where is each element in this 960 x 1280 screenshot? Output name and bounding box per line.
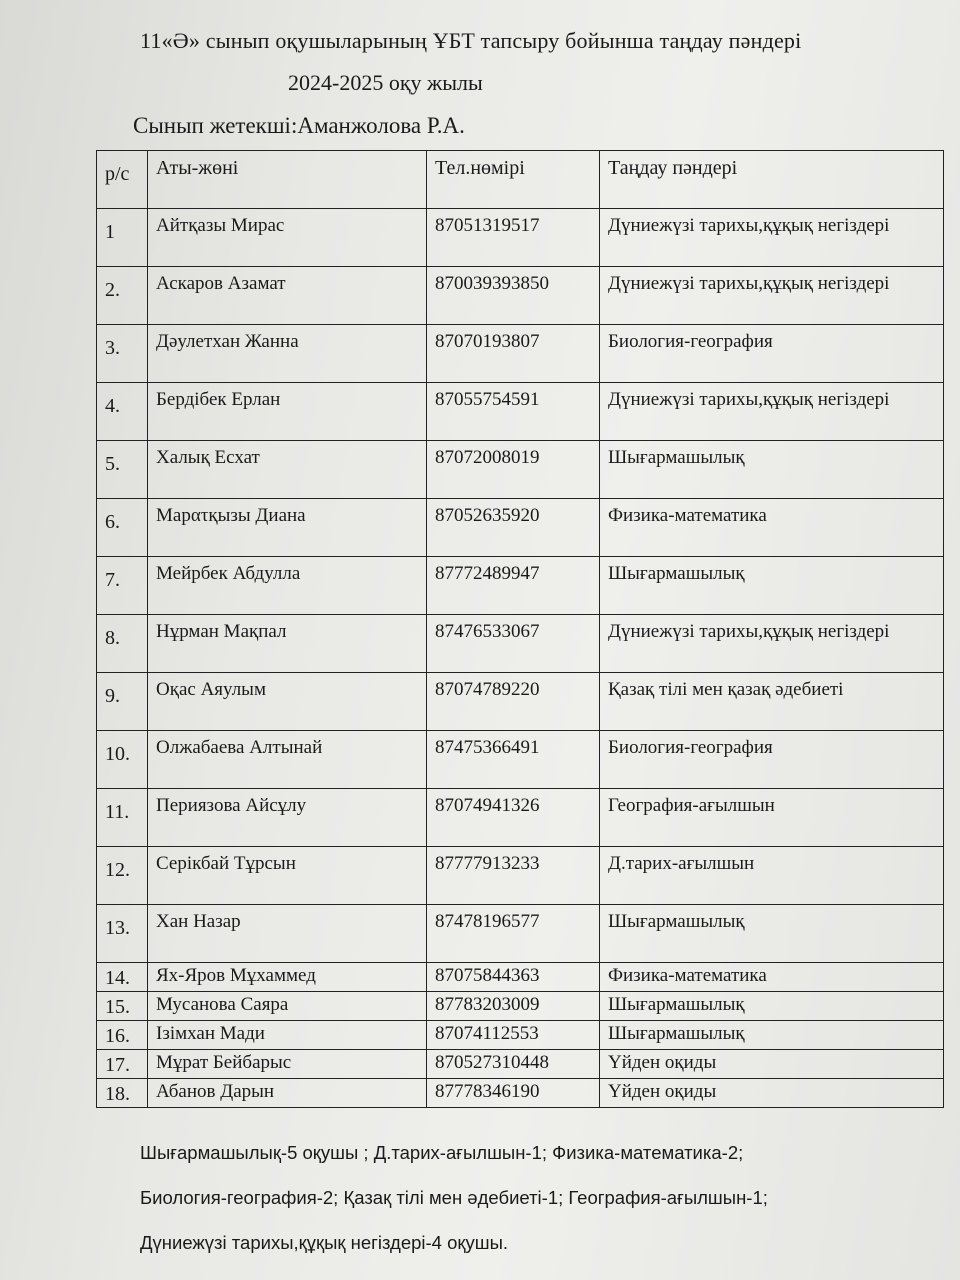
row-number: 6.	[97, 499, 148, 557]
phone-number: 87778346190	[427, 1079, 600, 1108]
phone-number: 870527310448	[427, 1050, 600, 1079]
phone-number: 87052635920	[427, 499, 600, 557]
row-number: 15.	[97, 992, 148, 1021]
chosen-subjects: Дүниежүзі тарихы,құқық негіздері	[600, 383, 944, 441]
chosen-subjects: Д.тарих-ағылшын	[600, 847, 944, 905]
student-name: Марατқызы Диана	[148, 499, 427, 557]
phone-number: 87072008019	[427, 441, 600, 499]
chosen-subjects: Дүниежүзі тарихы,құқық негіздері	[600, 267, 944, 325]
table-row	[97, 963, 944, 992]
table-row	[97, 557, 944, 615]
table-header-row	[97, 151, 944, 209]
phone-number: 87777913233	[427, 847, 600, 905]
student-name: Аскаров Азамат	[148, 267, 427, 325]
column-header-number: р/с	[97, 151, 148, 209]
phone-number: 87055754591	[427, 383, 600, 441]
chosen-subjects: Шығармашылық	[600, 992, 944, 1021]
phone-number: 87772489947	[427, 557, 600, 615]
class-teacher: Сынып жетекші:Аманжолова Р.А.	[133, 113, 465, 138]
table-row	[97, 209, 944, 267]
chosen-subjects: Биология-география	[600, 731, 944, 789]
chosen-subjects: Үйден оқиды	[600, 1050, 944, 1079]
row-number: 11.	[97, 789, 148, 847]
phone-number: 87475366491	[427, 731, 600, 789]
table-row	[97, 789, 944, 847]
table-row	[97, 383, 944, 441]
chosen-subjects: Үйден оқиды	[600, 1079, 944, 1108]
student-name: Хан Назар	[148, 905, 427, 963]
row-number: 7.	[97, 557, 148, 615]
phone-number: 87070193807	[427, 325, 600, 383]
student-name: Дәулетхан Жанна	[148, 325, 427, 383]
phone-number: 87074789220	[427, 673, 600, 731]
table-row	[97, 992, 944, 1021]
row-number: 8.	[97, 615, 148, 673]
table-row	[97, 267, 944, 325]
summary-line: Дүниежүзі тарихы,құқық негіздері-4 оқушы.	[140, 1232, 509, 1253]
student-name: Бердібек Ерлан	[148, 383, 427, 441]
phone-number: 870039393850	[427, 267, 600, 325]
student-name: Мейрбек Абдулла	[148, 557, 427, 615]
table-row	[97, 905, 944, 963]
row-number: 16.	[97, 1021, 148, 1050]
column-header-phone: Тел.нөмірі	[427, 151, 600, 209]
student-name: Халық Есхат	[148, 441, 427, 499]
chosen-subjects: Биология-география	[600, 325, 944, 383]
chosen-subjects: Шығармашылық	[600, 905, 944, 963]
row-number: 14.	[97, 963, 148, 992]
chosen-subjects: Шығармашылық	[600, 1021, 944, 1050]
summary	[140, 1130, 920, 1265]
phone-number: 87074941326	[427, 789, 600, 847]
summary-line: Шығармашылық-5 оқушы ; Д.тарих-ағылшын-1; Физика-математика-2;	[140, 1142, 744, 1163]
row-number: 17.	[97, 1050, 148, 1079]
student-name: Олжабаева Алтынай	[148, 731, 427, 789]
chosen-subjects: Шығармашылық	[600, 557, 944, 615]
student-name: Ізімхан Мади	[148, 1021, 427, 1050]
table-row	[97, 1050, 944, 1079]
phone-number: 87783203009	[427, 992, 600, 1021]
student-name: Периязова Айсұлу	[148, 789, 427, 847]
phone-number: 87074112553	[427, 1021, 600, 1050]
phone-number: 87478196577	[427, 905, 600, 963]
row-number: 18.	[97, 1079, 148, 1108]
student-name: Айтқазы Мирас	[148, 209, 427, 267]
student-name: Абанов Дарын	[148, 1079, 427, 1108]
row-number: 1	[97, 209, 148, 267]
chosen-subjects: Қазақ тілі мен қазақ әдебиеті	[600, 673, 944, 731]
student-name: Мұрат Бейбарыс	[148, 1050, 427, 1079]
table-row	[97, 673, 944, 731]
table-row	[97, 1079, 944, 1108]
student-name: Мусанова Саяра	[148, 992, 427, 1021]
row-number: 2.	[97, 267, 148, 325]
chosen-subjects: Шығармашылық	[600, 441, 944, 499]
phone-number: 87051319517	[427, 209, 600, 267]
chosen-subjects: Физика-математика	[600, 963, 944, 992]
student-name: Оқас Аяулым	[148, 673, 427, 731]
table-row	[97, 325, 944, 383]
table-row	[97, 731, 944, 789]
student-name: Ях-Яров Мұхаммед	[148, 963, 427, 992]
summary-line: Биология-география-2; Қазақ тілі мен әдебиеті-1; География-ағылшын-1;	[140, 1187, 768, 1208]
row-number: 13.	[97, 905, 148, 963]
row-number: 10.	[97, 731, 148, 789]
table-row	[97, 1021, 944, 1050]
column-header-subjects: Таңдау пәндері	[600, 151, 944, 209]
student-name: Нұрман Мақпал	[148, 615, 427, 673]
phone-number: 87476533067	[427, 615, 600, 673]
students-table	[96, 150, 944, 1108]
table-row	[97, 499, 944, 557]
chosen-subjects: Дүниежүзі тарихы,құқық негіздері	[600, 615, 944, 673]
table-row	[97, 847, 944, 905]
row-number: 3.	[97, 325, 148, 383]
chosen-subjects: География-ағылшын	[600, 789, 944, 847]
student-name: Серікбай Тұрсын	[148, 847, 427, 905]
phone-number: 87075844363	[427, 963, 600, 992]
document-title: 11«Ә» сынып оқушыларының ҰБТ тапсыру бойынша таңдау пәндері	[140, 28, 802, 53]
chosen-subjects: Дүниежүзі тарихы,құқық негіздері	[600, 209, 944, 267]
row-number: 4.	[97, 383, 148, 441]
academic-year: 2024-2025 оқу жылы	[288, 70, 483, 95]
table-row	[97, 441, 944, 499]
row-number: 12.	[97, 847, 148, 905]
chosen-subjects: Физика-математика	[600, 499, 944, 557]
row-number: 5.	[97, 441, 148, 499]
column-header-name: Аты-жөні	[148, 151, 427, 209]
row-number: 9.	[97, 673, 148, 731]
table-row	[97, 615, 944, 673]
